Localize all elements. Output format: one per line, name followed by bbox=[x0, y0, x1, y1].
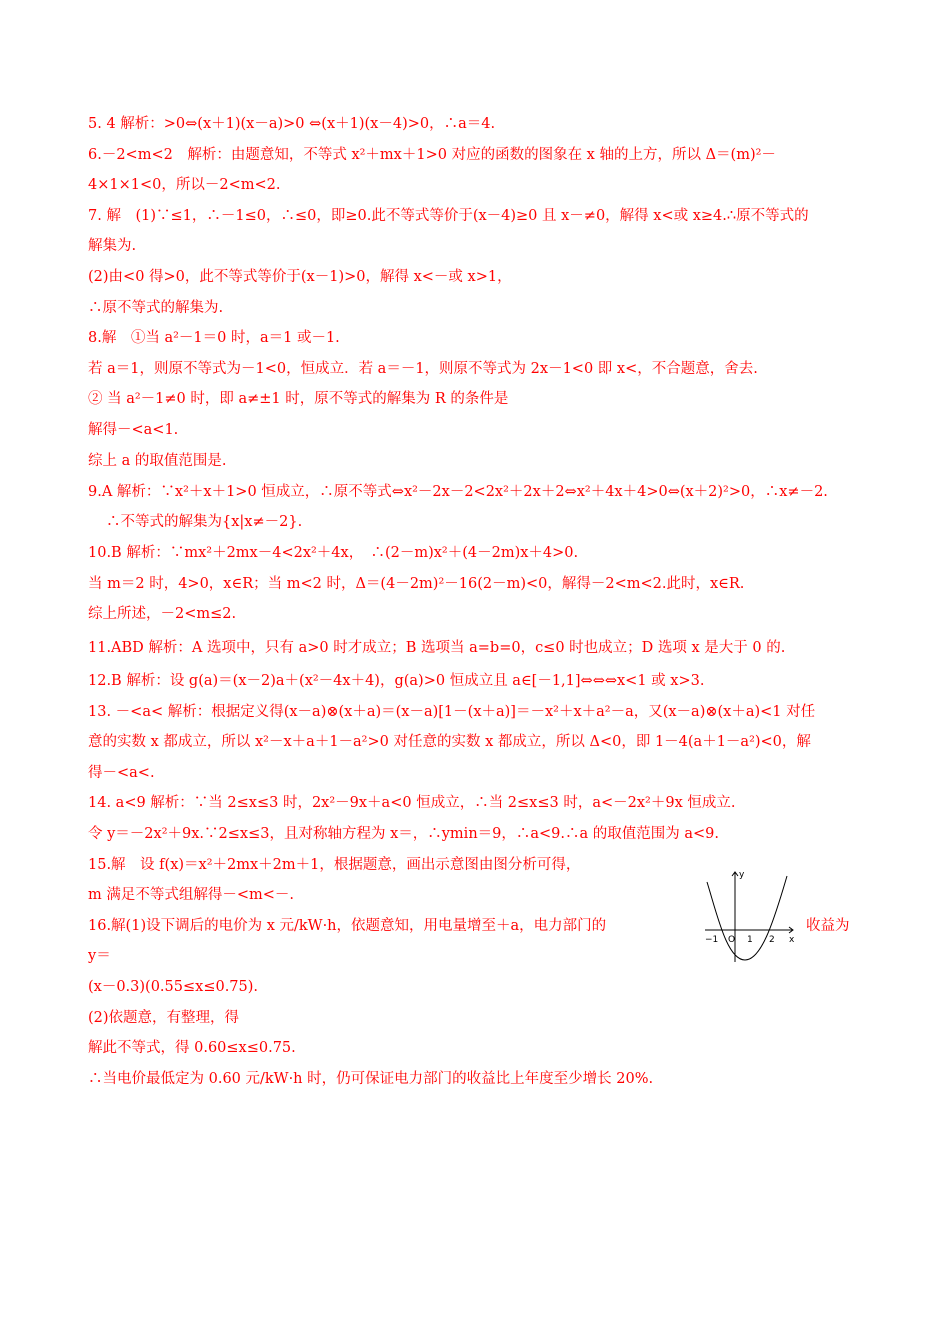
answer-15-line-1: 15.解 设 f(x)＝x²＋2mx＋2m＋1，根据题意，画出示意图由图分析可得， bbox=[88, 857, 581, 873]
answer-16-line-1: 16.解(1)设下调后的电价为 x 元/kW·h，依题意知，用电量增至＋a，电力部门的 bbox=[88, 918, 607, 934]
answer-11: 11.ABD 解析：A 选项中，只有 a>0 时才成立；B 选项当 a=b=0，c≤0 时也成立；D 选项 x 是大于 0 的. bbox=[88, 640, 786, 656]
answer-8-line-2: 若 a＝1，则原不等式为－1<0，恒成立．若 a＝－1，则原不等式为 2x－1<0 即 x<，不合题意，舍去. bbox=[88, 361, 758, 377]
answer-7-line-3: (2)由<0 得>0，此不等式等价于(x－1)>0，解得 x<－或 x>1， bbox=[88, 269, 512, 285]
answer-14-line-1: 14. a<9 解析：∵当 2≤x≤3 时，2x²－9x＋a<0 恒成立，∴当 2≤x≤3 时，a<－2x²＋9x 恒成立. bbox=[88, 795, 736, 811]
answer-6-line-1: 6.－2<m<2 解析：由题意知，不等式 x²＋mx＋1>0 对应的函数的图象在 x 轴的上方，所以 Δ＝(m)²－ bbox=[88, 147, 776, 163]
answer-13-line-2: 意的实数 x 都成立，所以 x²－x＋a＋1－a²>0 对任意的实数 x 都成立，所以 Δ<0，即 1－4(a＋1－a²)<0，解 bbox=[88, 734, 811, 750]
answer-7-line-4: ∴原不等式的解集为. bbox=[88, 300, 224, 316]
answer-16-line-6: ∴当电价最低定为 0.60 元/kW·h 时，仍可保证电力部门的收益比上年度至少增长 20%. bbox=[88, 1071, 654, 1087]
answer-16-line-1-end: 收益为 bbox=[806, 918, 850, 934]
answer-8-line-3: ② 当 a²－1≠0 时，即 a≠±1 时，原不等式的解集为 R 的条件是 bbox=[88, 391, 509, 407]
answer-8-line-4: 解得－<a<1. bbox=[88, 422, 179, 438]
answer-6-line-2: 4×1×1<0，所以－2<m<2. bbox=[88, 177, 281, 193]
y-axis-label: y bbox=[739, 870, 745, 880]
answer-9-line-2: ∴不等式的解集为{x|x≠－2}. bbox=[106, 514, 303, 530]
tick-label-1: 1 bbox=[747, 935, 753, 945]
answer-14-line-2: 令 y＝－2x²＋9x.∵2≤x≤3，且对称轴方程为 x＝，∴ymin＝9，∴a<9.∴a 的取值范围为 a<9. bbox=[88, 826, 720, 842]
answer-16-line-3: (x－0.3)(0.55≤x≤0.75). bbox=[88, 979, 259, 995]
answer-16-line-4: (2)依题意，有整理，得 bbox=[88, 1010, 240, 1026]
answer-8-line-1: 8.解 ①当 a²－1＝0 时，a＝1 或－1. bbox=[88, 330, 340, 346]
answer-7-line-1: 7. 解 (1)∵≤1，∴－1≤0，∴≤0，即≥0.此不等式等价于(x－4)≥0 且 x－≠0，解得 x<或 x≥4.∴原不等式的 bbox=[88, 208, 809, 224]
answer-12: 12.B 解析：设 g(a)＝(x－2)a＋(x²－4x＋4)，g(a)>0 恒成立且 a∈[－1,1]⇔⇔⇔x<1 或 x>3. bbox=[88, 673, 705, 689]
answer-10-line-3: 综上所述，－2<m≤2. bbox=[88, 606, 237, 622]
answer-10-line-1: 10.B 解析：∵mx²＋2mx－4<2x²＋4x， ∴(2－m)x²＋(4－2m)x＋4>0. bbox=[88, 545, 579, 561]
answer-5: 5. 4 解析：>0⇔(x＋1)(x－a)>0 ⇔(x＋1)(x－4)>0，∴a＝4. bbox=[88, 116, 496, 132]
answer-7-line-2: 解集为. bbox=[88, 238, 137, 254]
answer-8-line-5: 综上 a 的取值范围是. bbox=[88, 453, 227, 469]
origin-label: O bbox=[728, 935, 736, 945]
answer-13-line-3: 得－<a<. bbox=[88, 765, 155, 781]
answer-15-line-2: m 满足不等式组解得－<m<－. bbox=[88, 887, 295, 903]
x-axis-label: x bbox=[789, 935, 795, 945]
answer-16-line-5: 解此不等式，得 0.60≤x≤0.75. bbox=[88, 1040, 296, 1056]
parabola-sketch-figure bbox=[703, 868, 799, 964]
answer-16-line-2: y＝ bbox=[88, 948, 111, 964]
answer-10-line-2: 当 m＝2 时，4>0，x∈R；当 m<2 时，Δ＝(4－2m)²－16(2－m)<0，解得－2<m<2.此时，x∈R. bbox=[88, 576, 745, 592]
parabola-curve bbox=[707, 876, 787, 960]
answer-9-line-1: 9.A 解析：∵x²＋x＋1>0 恒成立，∴原不等式⇔x²－2x－2<2x²＋2x＋2⇔x²＋4x＋4>0⇔(x＋2)²>0，∴x≠－2. bbox=[88, 484, 828, 500]
tick-label-2: 2 bbox=[769, 935, 775, 945]
tick-label-neg1: −1 bbox=[705, 935, 719, 945]
answer-13-line-1: 13. －<a< 解析：根据定义得(x－a)⊗(x＋a)＝(x－a)[1－(x＋a)]＝－x²＋x＋a²－a，又(x－a)⊗(x＋a)<1 对任 bbox=[88, 704, 816, 720]
